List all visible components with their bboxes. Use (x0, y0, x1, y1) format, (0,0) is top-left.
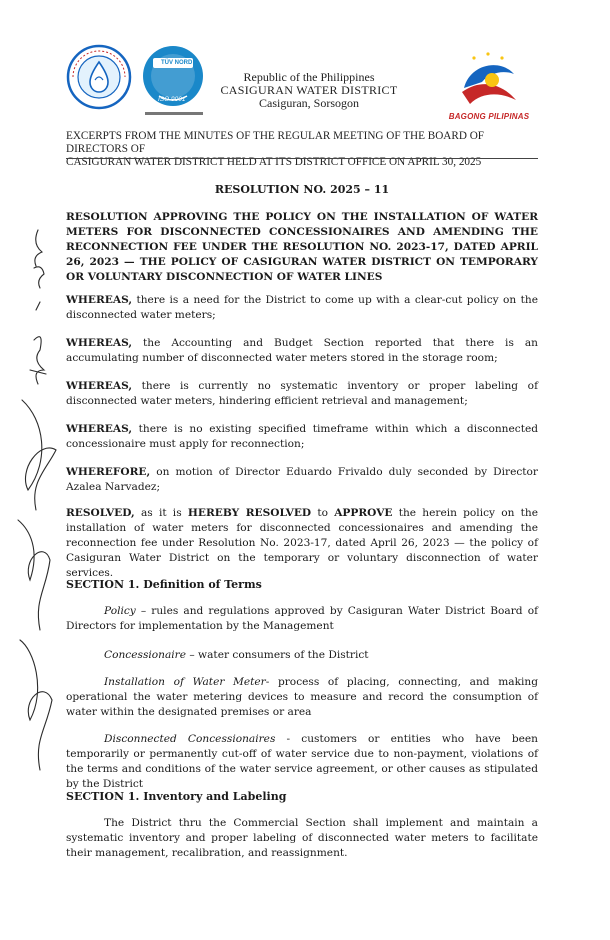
excerpt-line-2: CASIGURAN WATER DISTRICT HELD AT ITS DISTRICT OFFICE ON APRIL 30, 2025 (66, 156, 482, 168)
definition-concessionaire (66, 648, 538, 663)
whereas-lead: WHEREAS, (66, 337, 133, 349)
whereas-clause-4 (66, 422, 538, 452)
resolved-lead: RESOLVED, (66, 507, 135, 519)
tuv-nord-label: TÜV NORD (161, 60, 193, 66)
casiguran-water-district-seal (66, 44, 132, 110)
section-inventory-text: The District thru the Commercial Section shall implement and maintain a systematic inventory and proper labeling of disconnected water meters to facilitate their management, recalibration, and reassignment. (66, 817, 538, 859)
minutes-excerpt (66, 130, 538, 169)
whereas-clause-2 (66, 336, 538, 366)
definition-disconnected (66, 732, 538, 792)
definition: – rules and regulations approved by Casiguran Water District Board of Directors for implementation by the Management (66, 605, 538, 632)
section-1-heading: SECTION 1. Definition of Terms (66, 578, 262, 591)
republic-line: Republic of the Philippines (243, 70, 375, 84)
approve: APPROVE (334, 507, 393, 519)
wherefore-lead: WHEREFORE, (66, 466, 151, 478)
tuv-nord-iso-logo (139, 44, 209, 120)
wherefore-clause (66, 465, 538, 495)
resolution-number: RESOLUTION NO. 2025 – 11 (214, 183, 390, 196)
term: Concessionaire (104, 649, 187, 661)
definition: - process of placing, connecting, and making operational the water metering devices to measure and record the consumption of water within the designated premises or area (66, 676, 538, 718)
wherefore-text: on motion of Director Eduardo Frivaldo duly seconded by Director Azalea Narvadez; (66, 466, 538, 493)
resolved-text-b: to (311, 507, 335, 519)
hereby-resolved: HEREBY RESOLVED (187, 507, 312, 519)
whereas-lead: WHEREAS, (66, 294, 133, 306)
iso-label: ISO 9001 (158, 96, 186, 103)
resolved-text: the herein policy on the installation of water meters for disconnected concessionaires and amending the reconnection fee under Resolution No. 2023-17, dated April 26, 2023 — the policy of Casiguran Water District on the temporary or voluntary disconnection of water services. (66, 507, 538, 579)
whereas-text: the Accounting and Budget Section reported that there is an accumulating number of disconnected water meters stored in the storage room; (66, 337, 538, 364)
definition-policy (66, 604, 538, 634)
whereas-clause-3 (66, 379, 538, 409)
resolved-text-a: as it is (134, 507, 188, 519)
definition-installation (66, 675, 538, 720)
whereas-clause-1 (66, 293, 538, 323)
district-location: Casiguran, Sorsogon (259, 96, 359, 110)
bagong-pilipinas-text: BAGONG PILIPINAS (448, 112, 530, 121)
header-divider (66, 158, 538, 159)
resolution-title: RESOLUTION APPROVING THE POLICY ON THE INSTALLATION OF WATER METERS FOR DISCONNECTED CONCESSIONAIRES AND AMENDING THE RECONNECTION FEE UNDER THE RESOLUTION NO. 2023-17, DATED APRIL 26, 2023 — THE POLICY OF CASIGURAN WATER DISTRICT ON TEMPORARY OR VOLUNTARY DISCONNECTION OF WATER LINES (66, 211, 538, 283)
term: Disconnected Concessionaires (104, 733, 276, 745)
definition: - customers or entities who have been temporarily or permanently cut-off of water service due to non-payment, violations of the terms and conditions of the water service agreement, or other causes as stipulated by the District (66, 733, 538, 790)
whereas-lead: WHEREAS, (66, 423, 133, 435)
term: Policy (104, 605, 136, 617)
excerpt-line-1: EXCERPTS FROM THE MINUTES OF THE REGULAR MEETING OF THE BOARD OF DIRECTORS OF (66, 130, 485, 155)
resolved-clause (66, 506, 538, 581)
whereas-text: there is no existing specified timeframe within which a disconnected concessionaire must apply for reconnection; (66, 423, 538, 450)
section-inventory-heading: SECTION 1. Inventory and Labeling (66, 790, 287, 803)
margin-signatures (0, 220, 62, 780)
whereas-text: there is currently no systematic inventory or proper labeling of disconnected water meters, hindering efficient retrieval and management; (66, 380, 538, 407)
term: Installation of Water Meter (104, 676, 266, 688)
definition: – water consumers of the District (186, 649, 369, 661)
district-name: CASIGURAN WATER DISTRICT (220, 83, 398, 97)
bagong-pilipinas-logo (452, 48, 524, 120)
whereas-lead: WHEREAS, (66, 380, 133, 392)
whereas-text: there is a need for the District to come up with a clear-cut policy on the disconnected water meters; (66, 294, 538, 321)
letterhead (214, 71, 404, 110)
